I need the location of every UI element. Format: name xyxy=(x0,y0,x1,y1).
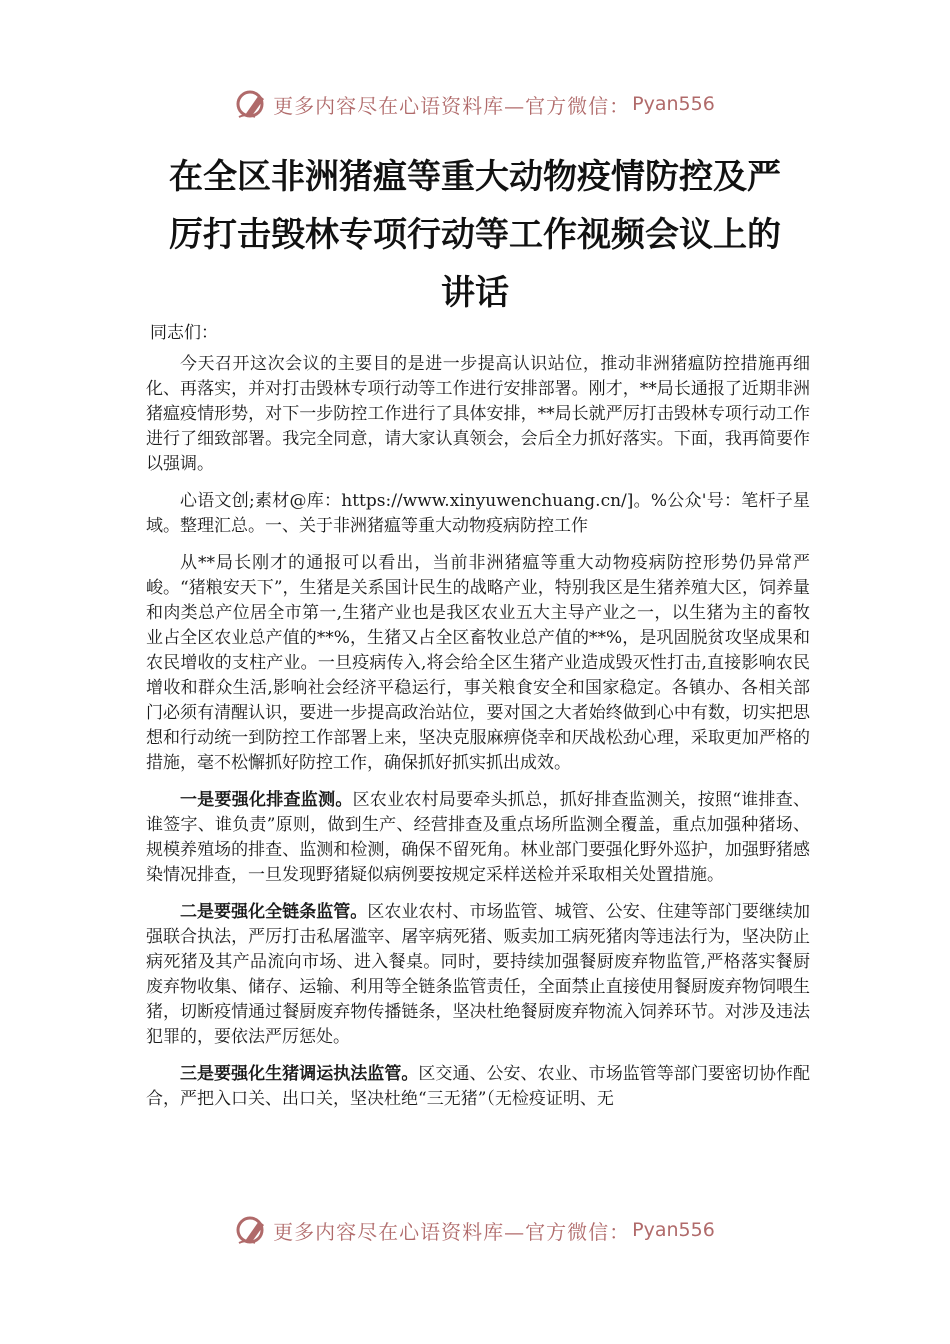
title-line-3: 讲话 xyxy=(441,273,509,313)
paragraph-text: 今天召开这次会议的主要目的是进一步提高认识站位，推动非洲猪瘟防控措施再细化、再落实，并对打击毁林专项行动等工作进行安排部署。刚才，**局长通报了近期非洲猪瘟疫情形势，对下一步防控工作进行了具体安排，**局长就严厉打击毁林专项行动工作进行了细致部署。我完全同意，请大家认真领会，会后全力抓好落实。下面，我再简要作以强调。 xyxy=(146,354,810,474)
paragraph xyxy=(146,551,810,776)
pen-nib-logo-icon xyxy=(235,87,269,121)
watermark-id: Pyan556 xyxy=(632,1219,715,1241)
paragraph xyxy=(146,788,810,888)
body-content xyxy=(146,352,810,1124)
paragraph xyxy=(146,352,810,477)
paragraph xyxy=(146,1062,810,1112)
document-title xyxy=(120,148,830,322)
watermark-id: Pyan556 xyxy=(632,93,715,115)
paragraph-text: 区交通、公安、农业、市场监管等部门要密切协作配合，严把入口关、出口关，坚决杜绝“三无猪”（无检疫证明、无 xyxy=(146,1064,811,1109)
paragraph-text: 区农业农村局要牵头抓总，抓好排查监测关，按照“谁排查、谁签字、谁负责”原则，做到生产、经营排查及重点场所监测全覆盖，重点加强种猪场、规模养殖场的排查、监测和检测，确保不留死角。林业部门要强化野外巡护，加强野猪感染情况排查，一旦发现野猪疑似病例要按规定采样送检并采取相关处置措施。 xyxy=(146,790,810,885)
paragraph-lead: 三是要强化生猪调运执法监管。 xyxy=(180,1064,419,1084)
paragraph xyxy=(146,489,810,539)
paragraph-text: 区农业农村、市场监管、城管、公安、住建等部门要继续加强联合执法，严厉打击私屠滥宰、屠宰病死猪、贩卖加工病死猪肉等违法行为，坚决防止病死猪及其产品流向市场、进入餐桌。同时，要持续加强餐厨废弃物监管,严格落实餐厨废弃物收集、储存、运输、利用等全链条监管责任，全面禁止直接使用餐厨废弃物饲喂生猪，切断疫情通过餐厨废弃物传播链条，坚决杜绝餐厨废弃物流入饲养环节。对涉及违法犯罪的，要依法严厉惩处。 xyxy=(146,902,811,1047)
paragraph-text: 心语文创;素材@库：https://www.xinyuwenchuang.cn/]。%公众'号：笔杆子星域。整理汇总。一、关于非洲猪瘟等重大动物疫病防控工作 xyxy=(146,491,810,536)
watermark-footer xyxy=(0,1210,950,1250)
paragraph-lead: 一是要强化排查监测。 xyxy=(180,790,353,810)
watermark-text: 更多内容尽在心语资料库—官方微信： xyxy=(273,93,631,118)
pen-nib-logo-icon xyxy=(235,1213,269,1247)
paragraph-lead: 二是要强化全链条监管。 xyxy=(180,902,368,922)
watermark-text: 更多内容尽在心语资料库—官方微信： xyxy=(273,1219,631,1244)
paragraph xyxy=(146,900,810,1050)
salutation: 同志们： xyxy=(150,323,218,343)
watermark-header xyxy=(0,84,950,124)
title-line-1: 在全区非洲猪瘟等重大动物疫情防控及严 xyxy=(169,157,781,197)
title-line-2: 厉打击毁林专项行动等工作视频会议上的 xyxy=(169,215,781,255)
paragraph-text: 从**局长刚才的通报可以看出，当前非洲猪瘟等重大动物疫病防控形势仍异常严峻。“猪粮安天下”，生猪是关系国计民生的战略产业，特别我区是生猪养殖大区，饲养量和肉类总产位居全市第一,生猪产业也是我区农业五大主导产业之一，以生猪为主的畜牧业占全区农业总产值的**%，生猪又占全区畜牧业总产值的**%，是巩固脱贫攻坚成果和农民增收的支柱产业。一旦疫病传入,将会给全区生猪产业造成毁灭性打击,直接影响农民增收和群众生活,影响社会经济平稳运行，事关粮食安全和国家稳定。各镇办、各相关部门必须有清醒认识，要进一步提高政治站位，要对国之大者始终做到心中有数，切实把思想和行动统一到防控工作部署上来，坚决克服麻痹侥幸和厌战松劲心理，采取更加严格的措施，毫不松懈抓好防控工作，确保抓好抓实抓出成效。 xyxy=(146,553,810,773)
